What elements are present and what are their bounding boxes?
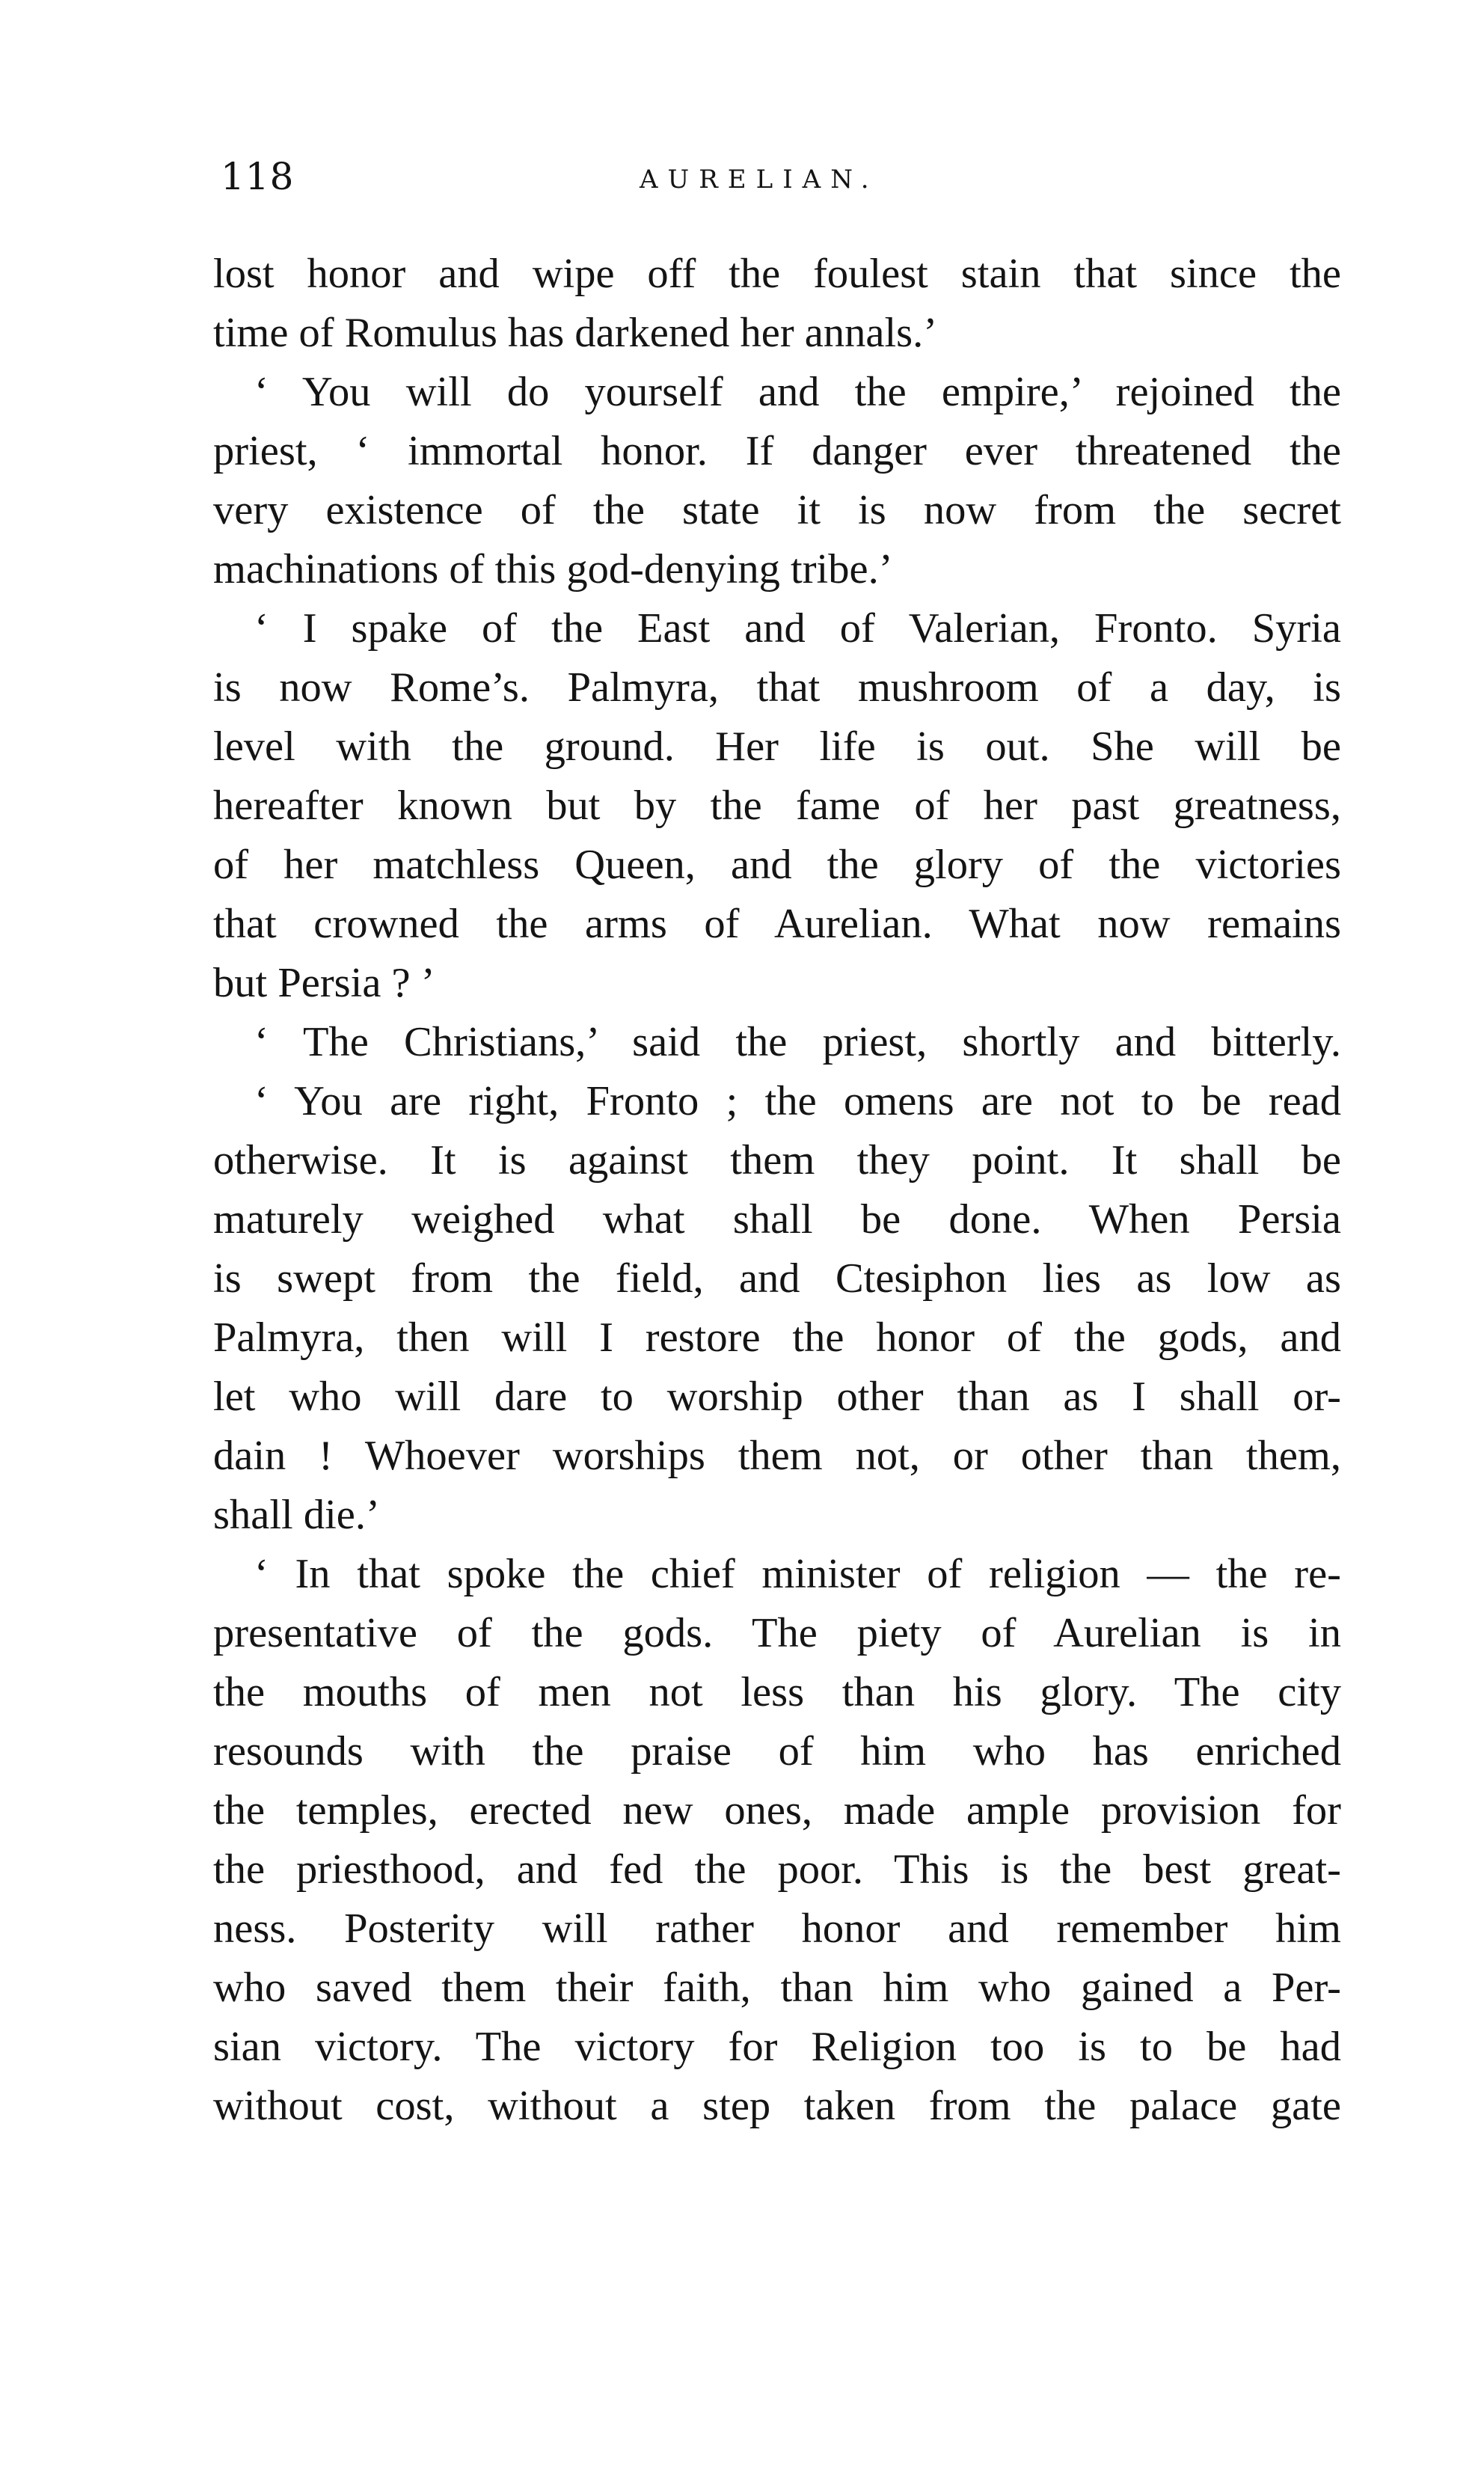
text-line: ‘ The Christians,’ said the priest, shortly and bitterly. bbox=[254, 1019, 1341, 1065]
text-line: that crowned the arms of Aurelian. What now remains bbox=[213, 901, 1341, 947]
text-line: level with the ground. Her life is out. She will be bbox=[213, 723, 1341, 770]
text-line: sian victory. The victory for Religion too is to be had bbox=[213, 2024, 1341, 2070]
text-line: of her matchless Queen, and the glory of the victories bbox=[213, 842, 1341, 888]
text-line: priest, ‘ immortal honor. If danger ever threatened the bbox=[213, 428, 1341, 474]
text-line: hereafter known but by the fame of her past greatness, bbox=[213, 783, 1341, 829]
text-line: without cost, without a step taken from the palace gate bbox=[213, 2083, 1341, 2129]
text-line: ‘ You are right, Fronto ; the omens are not to be read bbox=[254, 1078, 1341, 1124]
text-line: the priesthood, and fed the poor. This is the best great- bbox=[213, 1846, 1341, 1893]
text-line: let who will dare to worship other than as I shall or- bbox=[213, 1374, 1341, 1420]
text-line: ‘ I spake of the East and of Valerian, Fronto. Syria bbox=[254, 605, 1341, 652]
text-line: machinations of this god-denying tribe.’ bbox=[213, 546, 893, 593]
text-line: otherwise. It is against them they point. It shall be bbox=[213, 1137, 1341, 1184]
text-line: Palmyra, then will I restore the honor of the gods, and bbox=[213, 1314, 1341, 1361]
text-line: is now Rome’s. Palmyra, that mushroom of a day, is bbox=[213, 664, 1341, 711]
text-line: presentative of the gods. The piety of Aurelian is in bbox=[213, 1610, 1341, 1656]
text-line: but Persia ? ’ bbox=[213, 960, 435, 1006]
page-number: 118 bbox=[221, 155, 295, 198]
text-line: the mouths of men not less than his glory. The city bbox=[213, 1669, 1341, 1715]
text-line: very existence of the state it is now from the secret bbox=[213, 487, 1341, 533]
text-line: shall die.’ bbox=[213, 1492, 380, 1538]
text-line: who saved them their faith, than him who gained a Per- bbox=[213, 1965, 1341, 2011]
page-header bbox=[221, 147, 1354, 206]
text-line: dain ! Whoever worships them not, or other than them, bbox=[213, 1433, 1341, 1479]
text-line: ness. Posterity will rather honor and remember him bbox=[213, 1905, 1341, 1952]
text-line: the temples, erected new ones, made ample provision for bbox=[213, 1787, 1341, 1834]
text-line: ‘ You will do yourself and the empire,’ rejoined the bbox=[254, 369, 1341, 415]
body-text bbox=[213, 245, 1341, 2136]
text-line: time of Romulus has darkened her annals.’ bbox=[213, 310, 938, 356]
text-line: is swept from the field, and Ctesiphon lies as low as bbox=[213, 1255, 1341, 1302]
text-line: lost honor and wipe off the foulest stain that since the bbox=[213, 251, 1341, 297]
text-line: ‘ In that spoke the chief minister of religion — the re- bbox=[254, 1551, 1341, 1597]
running-head: AURELIAN. bbox=[640, 165, 879, 195]
text-line: resounds with the praise of him who has enriched bbox=[213, 1728, 1341, 1775]
text-line: maturely weighed what shall be done. When Persia bbox=[213, 1196, 1341, 1243]
